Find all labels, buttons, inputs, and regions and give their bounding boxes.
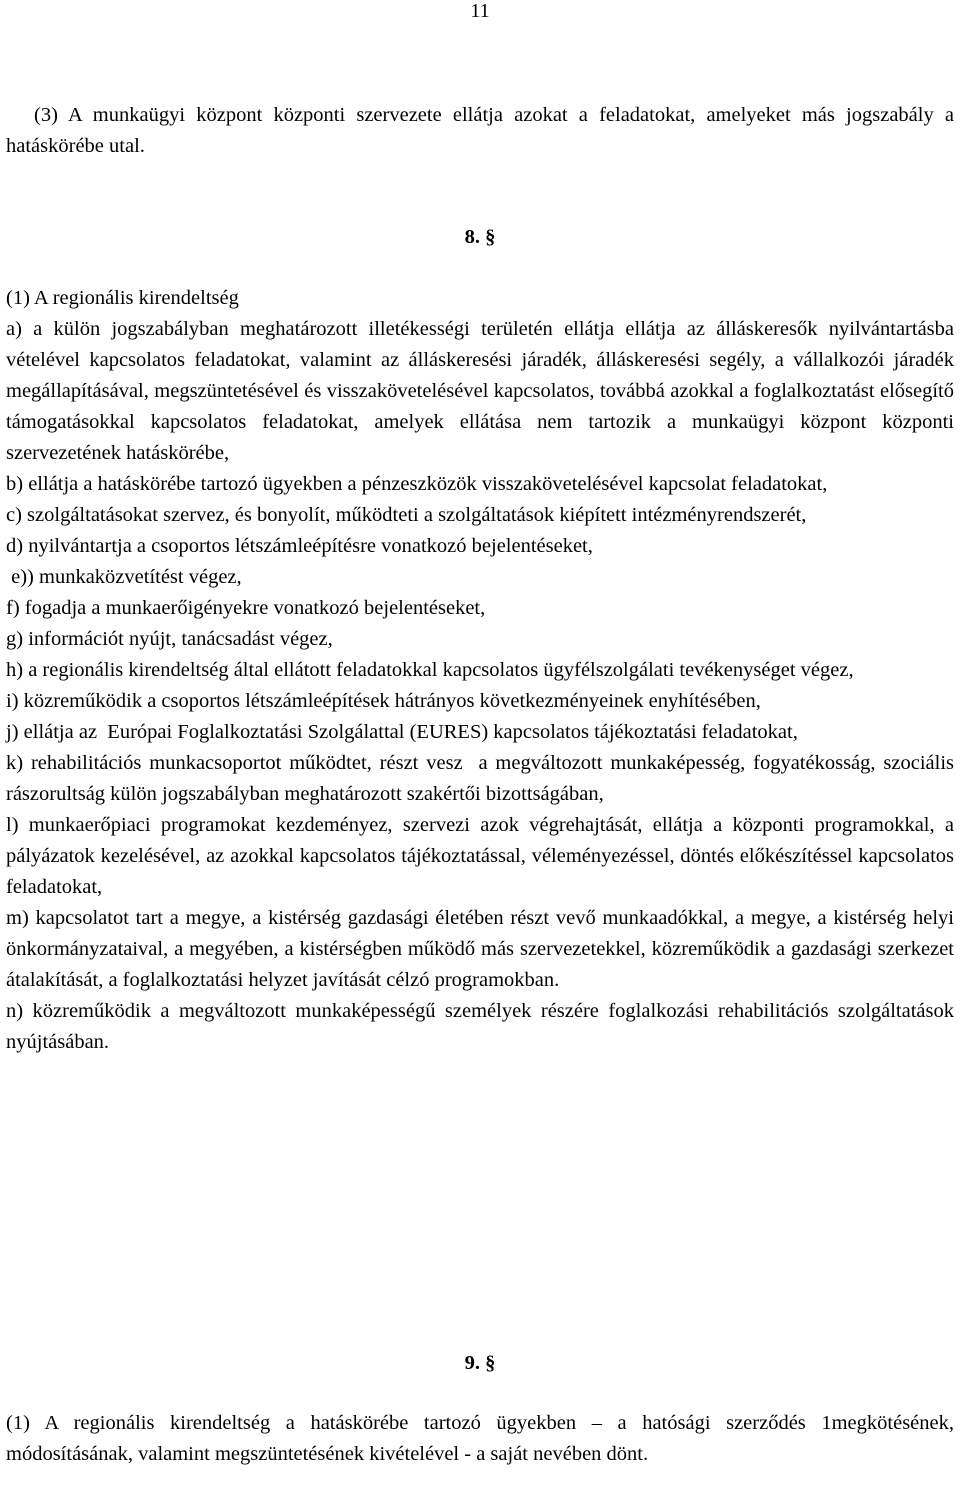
list-item-f: f) fogadja a munkaerőigényekre vonatkozó bejelentéseket, <box>6 597 486 619</box>
list-item-d: d) nyilvántartja a csoportos létszámleépítésre vonatkozó bejelentéseket, <box>6 535 593 557</box>
list-item-h: h) a regionális kirendeltség által ellátott feladatokkal kapcsolatos ügyfélszolgálati tevékenységet végez, <box>6 659 854 681</box>
section-8-intro: (1) A regionális kirendeltség <box>6 287 239 309</box>
page-number: 11 <box>470 0 490 22</box>
list-item-j: j) ellátja az Európai Foglalkoztatási Szolgálattal (EURES) kapcsolatos tájékoztatási feladatokat, <box>6 721 798 743</box>
list-item-e: e)) munkaközvetítést végez, <box>6 566 242 588</box>
section-9-paragraph-1: (1) A regionális kirendeltség a hatáskörébe tartozó ügyekben – a hatósági szerződés 1megkötésének, módosításának, valamint megszüntetésének kivételével - a saját nevében dönt. <box>6 1412 954 1465</box>
section-9-heading: 9. § <box>464 1352 496 1374</box>
list-item-k: k) rehabilitációs munkacsoportot működtet, részt vesz a megváltozott munkaképesség, fogyatékosság, szociális rászorultság külön jogszabályban meghatározott szakértői bizottságában, <box>6 752 960 805</box>
section7-paragraph-3 <box>6 100 954 162</box>
list-item-g: g) információt nyújt, tanácsadást végez, <box>6 628 333 650</box>
section-8-heading: 8. § <box>464 226 496 248</box>
list-item-b: b) ellátja a hatáskörébe tartozó ügyekben a pénzeszközök visszakövetelésével kapcsolat feladatokat, <box>6 473 828 495</box>
list-item-c: c) szolgáltatásokat szervez, és bonyolít, működteti a szolgáltatások kiépített intézményrendszerét, <box>6 504 807 526</box>
list-item-l: l) munkaerőpiaci programokat kezdeményez, szervezi azok végrehajtását, ellátja a központi programokkal, a pályázatok kezelésével, az azokkal kapcsolatos tájékoztatással, véleményezéssel, döntés előkészítéssel kapcsolatos feladatokat, <box>6 814 954 898</box>
list-item-m: m) kapcsolatot tart a megye, a kistérség gazdasági életében részt vevő munkaadókkal, a megye, a kistérség helyi önkormányzataival, a megyében, a kistérségben működő más szervezetekkel, közreműködik a gazdasági szerkezet átalakítását, a foglalkoztatási helyzet javítását célzó programokban. <box>6 907 954 991</box>
section-9-body <box>6 1408 954 1470</box>
section-8-body <box>6 283 960 1058</box>
paragraph-text: (3) A munkaügyi központ központi szervezete ellátja azokat a feladatokat, amelyeket más jogszabály a hatáskörébe utal. <box>6 104 954 157</box>
list-item-a: a) a külön jogszabályban meghatározott illetékességi területén ellátja ellátja az álláskeresők nyilvántartásba vételével kapcsolatos feladatokat, valamint az álláskeresési járadék, álláskeresési segély, a vállalkozói járadék megállapításával, megszüntetésével és visszakövetelésével kapcsolatos, továbbá azokkal a foglalkoztatást elősegítő támogatásokkal kapcsolatos feladatokat, amelyek ellátása nem tartozik a munkaügyi központ központi szervezetének hatáskörébe, <box>6 318 954 464</box>
list-item-n: n) közreműködik a megváltozott munkaképességű személyek részére foglalkozási rehabilitációs szolgáltatások nyújtásában. <box>6 1000 954 1053</box>
list-item-i: i) közreműködik a csoportos létszámleépítések hátrányos következményeinek enyhítésében, <box>6 690 761 712</box>
